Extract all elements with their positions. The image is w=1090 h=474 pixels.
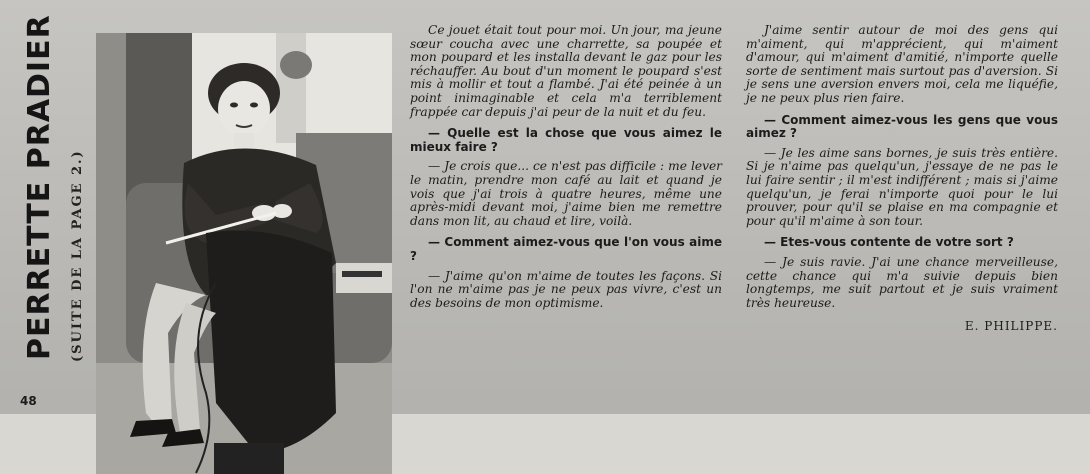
text-column-1 — [410, 24, 722, 316]
question: — Etes-vous contente de votre sort ? — [764, 235, 1014, 250]
answer: — J'aime qu'on m'aime de toutes les façons. Si l'on ne m'aime pas je ne peux pas vivre, c'est un des besoins de mon optimisme. — [410, 268, 722, 310]
paragraph: J'aime sentir autour de moi des gens qui m'aiment, qui m'apprécient, qui m'aiment d'amour, qui m'aiment d'amitié, n'importe quelle sorte de sentiment mais surtout pas d'aversion. Si je sens une aversion envers moi, cela me liquéfie, je ne peux plus rien faire. — [746, 23, 1058, 105]
photo-woman-knitting — [96, 33, 392, 474]
answer: — Je les aime sans bornes, je suis très entière. Si je n'aime pas quelqu'un, j'essaye de ne pas le lui faire sentir ; il m'est indifférent ; mais si j'aime quelqu'un, je ferai n'importe quoi pour le lui prouver, pour qu'il se plaise en ma compagnie et pour qu'il m'aime à son tour. — [746, 145, 1058, 228]
article-text — [404, 24, 1080, 406]
question: — Comment aimez-vous les gens que vous aimez ? — [746, 112, 1058, 141]
answer: — Je suis ravie. J'ai une chance merveilleuse, cette chance qui m'a suivie depuis bien longtemps, me suit partout et je suis vraiment très heureuse. — [746, 254, 1058, 310]
author-signature: E. PHILIPPE. — [964, 319, 1058, 334]
vertical-subtitle: (SUITE DE LA PAGE 2.) — [70, 149, 85, 362]
vertical-title: PERRETTE PRADIER — [22, 14, 57, 360]
answer: — Je crois que... ce n'est pas difficile : me lever le matin, prendre mon café au lait et quand je vois que j'ai trois à quatre heures, même une après-midi devant moi, j'aime bien me remettre dans mon lit, au chaud et lire, voilà. — [410, 159, 722, 228]
text-column-2 — [746, 24, 1058, 334]
paragraph: Ce jouet était tout pour moi. Un jour, ma jeune sœur coucha avec une charrette, sa poupée et mon poupard et les installa devant le gaz pour les réchauffer. Au bout d'un moment le poupard s'est mis à mollir et tout a flambé. J'ai été peinée à un point inimaginable et cela m'a terriblement frappée car depuis j'ai peur de la nuit et du feu. — [410, 23, 722, 119]
page-number: 48 — [20, 394, 37, 408]
question: — Quelle est la chose que vous aimez le mieux faire ? — [410, 126, 722, 154]
question: — Comment aimez-vous que l'on vous aime ? — [410, 235, 722, 263]
article-photo — [96, 33, 392, 474]
